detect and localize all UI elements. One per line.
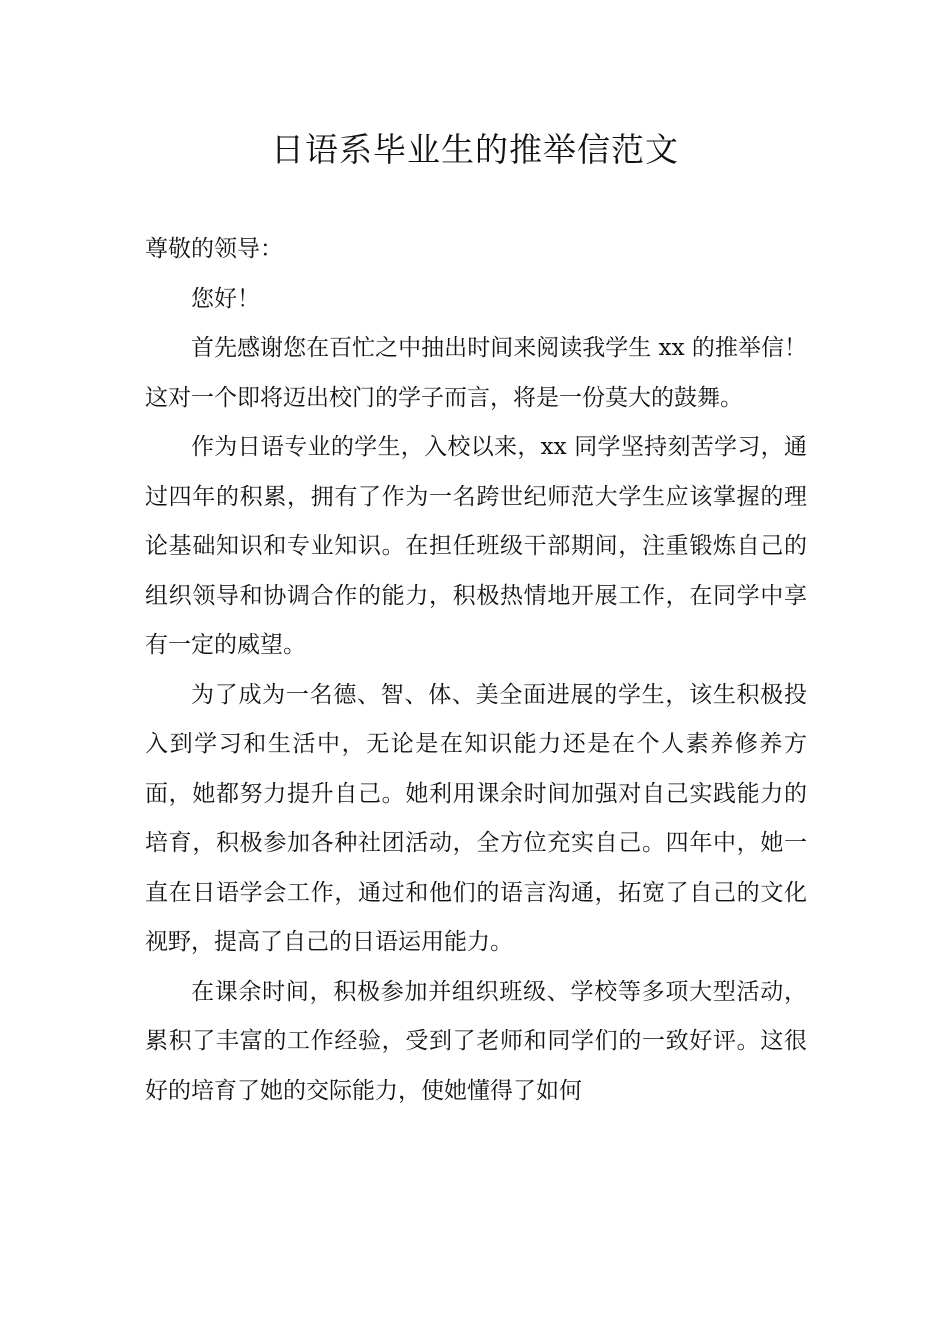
document-body xyxy=(145,225,807,1116)
greeting: 您好！ xyxy=(191,285,260,312)
document-title: 日语系毕业生的推举信范文 xyxy=(271,130,679,169)
salutation: 尊敬的领导： xyxy=(145,236,283,262)
paragraph-3: 为了成为一名德、智、体、美全面进展的学生，该生积极投入到学习和生活中，无论是在知识能力还是在个人素养修养方面，她都努力提升自己。她利用课余时间加强对自己实践能力的培育，积极参加各种社团活动，全方位充实自己。四年中，她一直在日语学会工作，通过和他们的语言沟通，拓宽了自己的文化视野，提高了自己的日语运用能力。 xyxy=(145,681,807,955)
paragraph-2: 作为日语专业的学生，入校以来，xx 同学坚持刻苦学习，通过四年的积累，拥有了作为一名跨世纪师范大学生应该掌握的理论基础知识和专业知识。在担任班级干部期间，注重锻炼自己的组织领导和协调合作的能力，积极热情地开展工作，在同学中享有一定的威望。 xyxy=(145,434,807,658)
paragraph-4: 在课余时间，积极参加并组织班级、学校等多项大型活动，累积了丰富的工作经验，受到了老师和同学们的一致好评。这很好的培育了她的交际能力，使她懂得了如何 xyxy=(145,978,807,1104)
paragraph-1: 首先感谢您在百忙之中抽出时间来阅读我学生 xx 的推举信！这对一个即将迈出校门的学子而言，将是一份莫大的鼓舞。 xyxy=(145,335,807,411)
